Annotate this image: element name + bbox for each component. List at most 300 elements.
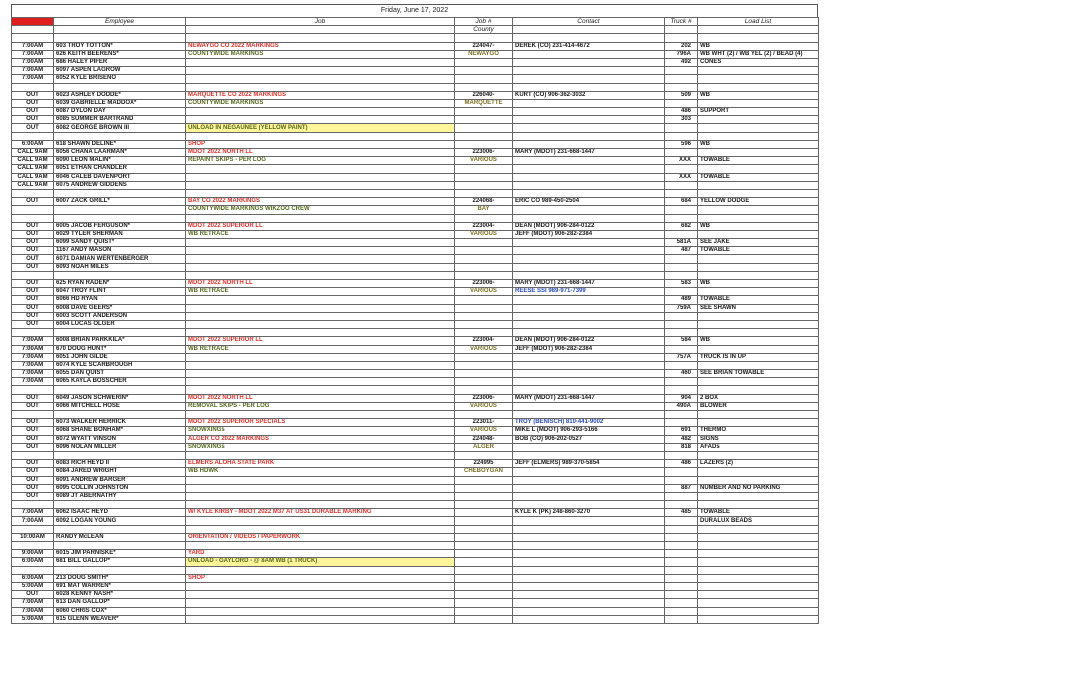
load-cell: TRUCK IS IN UP: [698, 353, 819, 361]
load-cell: [698, 312, 819, 320]
time-cell: OUT: [12, 468, 54, 476]
load-cell: WB: [698, 222, 819, 230]
table-row: [12, 222, 819, 230]
truck-cell: 596: [665, 140, 698, 148]
table-row: [12, 198, 819, 206]
truck-cell: [665, 288, 698, 296]
truck-cell: [665, 189, 698, 197]
table-row: [12, 165, 819, 173]
time-cell: OUT: [12, 198, 54, 206]
contact-cell: [513, 189, 665, 197]
time-cell: [12, 83, 54, 91]
load-cell: [698, 533, 819, 541]
time-cell: OUT: [12, 427, 54, 435]
job-cell: MDOT 2022 NORTH LL: [186, 280, 455, 288]
jobnum-cell: [455, 361, 513, 369]
employee-cell: 6093 NOAH MILES: [54, 263, 186, 271]
contact-cell: MARY (MDOT) 231-668-1447: [513, 394, 665, 402]
time-cell: [12, 271, 54, 279]
employee-cell: 625 RYAN RADEN*: [54, 280, 186, 288]
contact-cell: [513, 329, 665, 337]
load-cell: [698, 181, 819, 189]
load-cell: [698, 525, 819, 533]
truck-cell: [665, 75, 698, 83]
jobnum-cell: [455, 320, 513, 328]
truck-cell: 682: [665, 222, 698, 230]
contact-cell: [513, 75, 665, 83]
employee-cell: 6056 CHANA LAARMAN*: [54, 149, 186, 157]
jobnum-cell: 223004-: [455, 222, 513, 230]
time-cell: [12, 214, 54, 222]
contact-cell: [513, 492, 665, 500]
employee-cell: 6084 JARED WRIGHT: [54, 468, 186, 476]
load-cell: [698, 361, 819, 369]
time-cell: [12, 451, 54, 459]
contact-cell: [513, 312, 665, 320]
jobnum-cell: ALGER: [455, 443, 513, 451]
table-row: [12, 419, 819, 427]
job-cell: [186, 615, 455, 623]
employee-cell: 618 SHAWN DELINE*: [54, 140, 186, 148]
truck-header: Truck #: [665, 18, 698, 26]
time-cell: OUT: [12, 320, 54, 328]
time-cell: 7:00AM: [12, 509, 54, 517]
dispatch-table: [11, 17, 819, 624]
time-cell: OUT: [12, 91, 54, 99]
job-cell: [186, 370, 455, 378]
table-row: [12, 91, 819, 99]
contact-cell: [513, 108, 665, 116]
spacer-row: [12, 271, 819, 279]
time-cell: 7:00AM: [12, 67, 54, 75]
time-cell: OUT: [12, 222, 54, 230]
job-cell: [186, 476, 455, 484]
employee-cell: [54, 525, 186, 533]
load-cell: [698, 214, 819, 222]
load-cell: [698, 411, 819, 419]
load-cell: [698, 165, 819, 173]
county-header: County: [455, 26, 513, 34]
time-cell: [12, 501, 54, 509]
table-row: [12, 116, 819, 124]
truck-cell: [665, 615, 698, 623]
table-row: [12, 402, 819, 410]
load-cell: [698, 386, 819, 394]
truck-cell: [665, 99, 698, 107]
spacer-row: [12, 34, 819, 42]
contact-cell: REESE SSI 989-971-7399: [513, 288, 665, 296]
time-cell: 7:00AM: [12, 337, 54, 345]
load-cell: SIGNS: [698, 435, 819, 443]
employee-cell: [54, 566, 186, 574]
contact-cell: [513, 239, 665, 247]
employee-cell: [54, 411, 186, 419]
table-row: [12, 99, 819, 107]
employee-cell: 6046 CALEB DAVENPORT: [54, 173, 186, 181]
contact-header: Contact: [513, 18, 665, 26]
contact-cell: DEAN (MDOT) 906-284-0122: [513, 222, 665, 230]
contact-cell: [513, 247, 665, 255]
table-row: [12, 492, 819, 500]
contact-cell: [513, 550, 665, 558]
truck-cell: [665, 525, 698, 533]
employee-cell: 6004 LUCAS OLGER: [54, 320, 186, 328]
truck-cell: [665, 255, 698, 263]
jobnum-cell: [455, 411, 513, 419]
truck-cell: [665, 230, 698, 238]
time-cell: [12, 542, 54, 550]
employee-cell: 6085 SUMMER BARTRAND: [54, 116, 186, 124]
jobnum-cell: VARIOUS: [455, 345, 513, 353]
table-row: [12, 140, 819, 148]
load-cell: DURALUX BEADS: [698, 517, 819, 525]
load-cell: THERMO: [698, 427, 819, 435]
truck-cell: [665, 67, 698, 75]
employee-cell: 6008 DAVE GEERS*: [54, 304, 186, 312]
job-cell: [186, 67, 455, 75]
jobnum-cell: [455, 533, 513, 541]
employee-cell: 6083 RICH HEYD II: [54, 460, 186, 468]
load-cell: [698, 263, 819, 271]
load-cell: 2 BOX: [698, 394, 819, 402]
table-row: [12, 443, 819, 451]
job-cell: [186, 411, 455, 419]
truck-cell: 486: [665, 460, 698, 468]
time-cell: OUT: [12, 419, 54, 427]
load-cell: [698, 255, 819, 263]
truck-cell: [665, 320, 698, 328]
job-cell: [186, 492, 455, 500]
time-cell: OUT: [12, 288, 54, 296]
job-cell: ELMERS ALOHA STATE PARK: [186, 460, 455, 468]
contact-cell: [513, 50, 665, 58]
time-cell: 7:00AM: [12, 607, 54, 615]
job-cell: [186, 132, 455, 140]
jobnum-cell: [455, 476, 513, 484]
employee-cell: [54, 34, 186, 42]
jobnum-cell: NEWAYGO: [455, 50, 513, 58]
load-cell: [698, 345, 819, 353]
truck-cell: 486: [665, 108, 698, 116]
time-cell: OUT: [12, 484, 54, 492]
job-cell: SNOWXINGs: [186, 443, 455, 451]
table-row: [12, 255, 819, 263]
truck-cell: XXX: [665, 173, 698, 181]
jobnum-cell: [455, 58, 513, 66]
employee-cell: 691 MAT WARREN*: [54, 582, 186, 590]
load-cell: [698, 615, 819, 623]
jobnum-cell: [455, 574, 513, 582]
jobnum-cell: [455, 312, 513, 320]
employee-cell: [54, 206, 186, 214]
employee-cell: [54, 189, 186, 197]
employee-cell: 6052 KYLE BRISENO: [54, 75, 186, 83]
employee-cell: 6099 SANDY QUIST*: [54, 239, 186, 247]
subheader-row: [12, 26, 819, 34]
employee-cell: 6055 DAN QUIST: [54, 370, 186, 378]
job-cell: MARQUETTE CO 2022 MARKINGS: [186, 91, 455, 99]
jobnum-cell: [455, 239, 513, 247]
time-cell: OUT: [12, 255, 54, 263]
employee-cell: 6097 ASPEN LAGROW: [54, 67, 186, 75]
contact-cell: BOB (CO) 906-202-0527: [513, 435, 665, 443]
load-cell: TOWABLE: [698, 296, 819, 304]
jobnum-cell: [455, 607, 513, 615]
job-cell: WB HDWK: [186, 468, 455, 476]
load-cell: AFADs: [698, 443, 819, 451]
employee-cell: 6003 SCOTT ANDERSON: [54, 312, 186, 320]
load-cell: [698, 419, 819, 427]
jobnum-cell: 224047-: [455, 42, 513, 50]
time-cell: [12, 329, 54, 337]
employee-cell: 6068 SHANE BONHAM*: [54, 427, 186, 435]
employee-cell: 6066 MITCHELL HOSE: [54, 402, 186, 410]
employee-cell: 6015 JIM PARNISKE*: [54, 550, 186, 558]
job-cell: [186, 542, 455, 550]
jobnum-cell: VARIOUS: [455, 288, 513, 296]
contact-cell: [513, 206, 665, 214]
contact-cell: [513, 157, 665, 165]
jobnum-cell: [455, 591, 513, 599]
contact-cell: DEREK (CO) 231-414-4672: [513, 42, 665, 50]
time-cell: OUT: [12, 591, 54, 599]
truck-cell: [665, 591, 698, 599]
job-cell: SHOP: [186, 574, 455, 582]
jobnum-cell: [455, 34, 513, 42]
truck-cell: 904: [665, 394, 698, 402]
load-cell: TOWABLE: [698, 247, 819, 255]
truck-cell: 485: [665, 509, 698, 517]
jobnum-cell: [455, 501, 513, 509]
employee-cell: 6039 GABRIELLE MADDOX*: [54, 99, 186, 107]
contact-cell: [513, 525, 665, 533]
employee-cell: 6051 JOHN GILDE: [54, 353, 186, 361]
time-cell: 7:00AM: [12, 58, 54, 66]
contact-cell: [513, 58, 665, 66]
load-cell: [698, 451, 819, 459]
load-cell: [698, 558, 819, 566]
contact-cell: [513, 140, 665, 148]
time-cell: OUT: [12, 263, 54, 271]
contact-cell: [513, 501, 665, 509]
contact-cell: DEAN (MDOT) 906-284-0122: [513, 337, 665, 345]
jobnum-cell: [455, 214, 513, 222]
truck-cell: 509: [665, 91, 698, 99]
truck-cell: 492: [665, 58, 698, 66]
time-cell: [12, 411, 54, 419]
job-cell: [186, 108, 455, 116]
load-cell: [698, 574, 819, 582]
table-row: [12, 427, 819, 435]
employee-cell: [54, 386, 186, 394]
contact-cell: [513, 484, 665, 492]
time-cell: OUT: [12, 247, 54, 255]
jobnum-cell: 226040-: [455, 91, 513, 99]
jobnum-cell: [455, 271, 513, 279]
load-cell: LAZERS (2): [698, 460, 819, 468]
job-cell: ALGER CO 2022 MARKINGS: [186, 435, 455, 443]
load-cell: [698, 67, 819, 75]
load-cell: [698, 607, 819, 615]
table-row: [12, 124, 819, 132]
table-row: [12, 591, 819, 599]
employee-cell: 6065 KAYLA BOSSCHER: [54, 378, 186, 386]
jobnum-cell: 224995: [455, 460, 513, 468]
jobnum-cell: [455, 173, 513, 181]
time-cell: OUT: [12, 304, 54, 312]
table-row: [12, 509, 819, 517]
employee-cell: 6089 JT ABERNATHY: [54, 492, 186, 500]
time-cell: 7:00AM: [12, 361, 54, 369]
contact-cell: [513, 566, 665, 574]
truck-cell: [665, 533, 698, 541]
truck-cell: [665, 419, 698, 427]
employee-cell: 6028 KENNY NASH*: [54, 591, 186, 599]
contact-cell: [513, 173, 665, 181]
job-cell: WB RETRACE: [186, 345, 455, 353]
table-row: [12, 42, 819, 50]
contact-cell: [513, 83, 665, 91]
job-cell: [186, 173, 455, 181]
load-cell: [698, 34, 819, 42]
contact-cell: JEFF (ELMERS) 989-370-5854: [513, 460, 665, 468]
truck-cell: 202: [665, 42, 698, 50]
table-row: [12, 288, 819, 296]
job-cell: UNLOAD IN NEGAUNEE (YELLOW PAINT): [186, 124, 455, 132]
contact-cell: [513, 263, 665, 271]
employee-cell: 670 DOUG HUNT*: [54, 345, 186, 353]
job-cell: [186, 255, 455, 263]
jobnum-cell: [455, 247, 513, 255]
table-row: [12, 206, 819, 214]
job-cell: BAY CO 2022 MARKINGS: [186, 198, 455, 206]
employee-cell: 6091 ANDREW BARGER: [54, 476, 186, 484]
table-row: [12, 582, 819, 590]
load-cell: WB WHT (2) / WB YEL (2) / BEAD (4): [698, 50, 819, 58]
table-row: [12, 312, 819, 320]
employee-cell: 6051 ETHAN CHANDLER: [54, 165, 186, 173]
spacer-row: [12, 411, 819, 419]
time-cell: 7:00AM: [12, 75, 54, 83]
time-cell: 7:00AM: [12, 353, 54, 361]
table-row: [12, 75, 819, 83]
jobnum-cell: [455, 566, 513, 574]
job-cell: MDOT 2022 SUPERIOR LL: [186, 337, 455, 345]
truck-cell: 584: [665, 337, 698, 345]
spacer-row: [12, 451, 819, 459]
truck-cell: [665, 329, 698, 337]
employee-cell: 6082 GEORGE BROWN III: [54, 124, 186, 132]
job-cell: [186, 181, 455, 189]
table-row: [12, 517, 819, 525]
time-cell: OUT: [12, 239, 54, 247]
table-row: [12, 361, 819, 369]
table-row: [12, 394, 819, 402]
spacer-row: [12, 214, 819, 222]
table-row: [12, 615, 819, 623]
time-cell: OUT: [12, 280, 54, 288]
job-cell: [186, 582, 455, 590]
job-cell: SNOWXINGs: [186, 427, 455, 435]
employee-cell: [54, 501, 186, 509]
table-row: [12, 320, 819, 328]
schedule-date: Friday, June 17, 2022: [11, 4, 818, 17]
load-cell: [698, 271, 819, 279]
jobnum-cell: CHEBOYGAN: [455, 468, 513, 476]
table-row: [12, 574, 819, 582]
employee-cell: 603 TROY TOTTON*: [54, 42, 186, 50]
jobnum-cell: [455, 165, 513, 173]
employee-cell: [54, 271, 186, 279]
table-row: [12, 230, 819, 238]
jobnum-cell: [455, 255, 513, 263]
spacer-row: [12, 542, 819, 550]
time-cell: [12, 386, 54, 394]
time-cell: 7:00AM: [12, 50, 54, 58]
load-cell: [698, 492, 819, 500]
table-row: [12, 599, 819, 607]
truck-cell: 460: [665, 370, 698, 378]
job-header: Job: [186, 18, 455, 26]
employee-cell: 615 GLENN WEAVER*: [54, 615, 186, 623]
truck-cell: [665, 181, 698, 189]
jobnum-cell: 224068-: [455, 198, 513, 206]
load-cell: [698, 230, 819, 238]
contact-cell: [513, 255, 665, 263]
jobnum-cell: [455, 542, 513, 550]
time-cell: 6:00AM: [12, 574, 54, 582]
load-cell: [698, 116, 819, 124]
jobnum-cell: [455, 189, 513, 197]
truck-cell: 818: [665, 443, 698, 451]
contact-cell: [513, 607, 665, 615]
truck-cell: 487: [665, 247, 698, 255]
truck-cell: [665, 566, 698, 574]
load-cell: [698, 582, 819, 590]
time-cell: OUT: [12, 230, 54, 238]
time-cell: CALL 9AM: [12, 149, 54, 157]
truck-cell: [665, 492, 698, 500]
employee-cell: 6008 BRIAN PARKKILA*: [54, 337, 186, 345]
truck-cell: [665, 149, 698, 157]
truck-cell: [665, 558, 698, 566]
contact-cell: [513, 558, 665, 566]
jobnum-cell: VARIOUS: [455, 157, 513, 165]
jobnum-cell: [455, 124, 513, 132]
truck-cell: [665, 271, 698, 279]
contact-cell: [513, 451, 665, 459]
truck-cell: 684: [665, 198, 698, 206]
jobnum-cell: [455, 378, 513, 386]
job-cell: [186, 566, 455, 574]
load-cell: WB: [698, 140, 819, 148]
truck-cell: 581A: [665, 239, 698, 247]
job-cell: [186, 247, 455, 255]
employee-cell: 6066 HD RYAN: [54, 296, 186, 304]
truck-cell: 482: [665, 435, 698, 443]
truck-cell: [665, 345, 698, 353]
contact-cell: [513, 296, 665, 304]
spacer-row: [12, 329, 819, 337]
truck-cell: [665, 34, 698, 42]
table-body: [12, 34, 819, 624]
time-cell: OUT: [12, 460, 54, 468]
table-row: [12, 468, 819, 476]
truck-cell: 490A: [665, 402, 698, 410]
job-cell: WB RETRACE: [186, 230, 455, 238]
truck-cell: [665, 411, 698, 419]
job-cell: MDOT 2022 NORTH LL: [186, 149, 455, 157]
